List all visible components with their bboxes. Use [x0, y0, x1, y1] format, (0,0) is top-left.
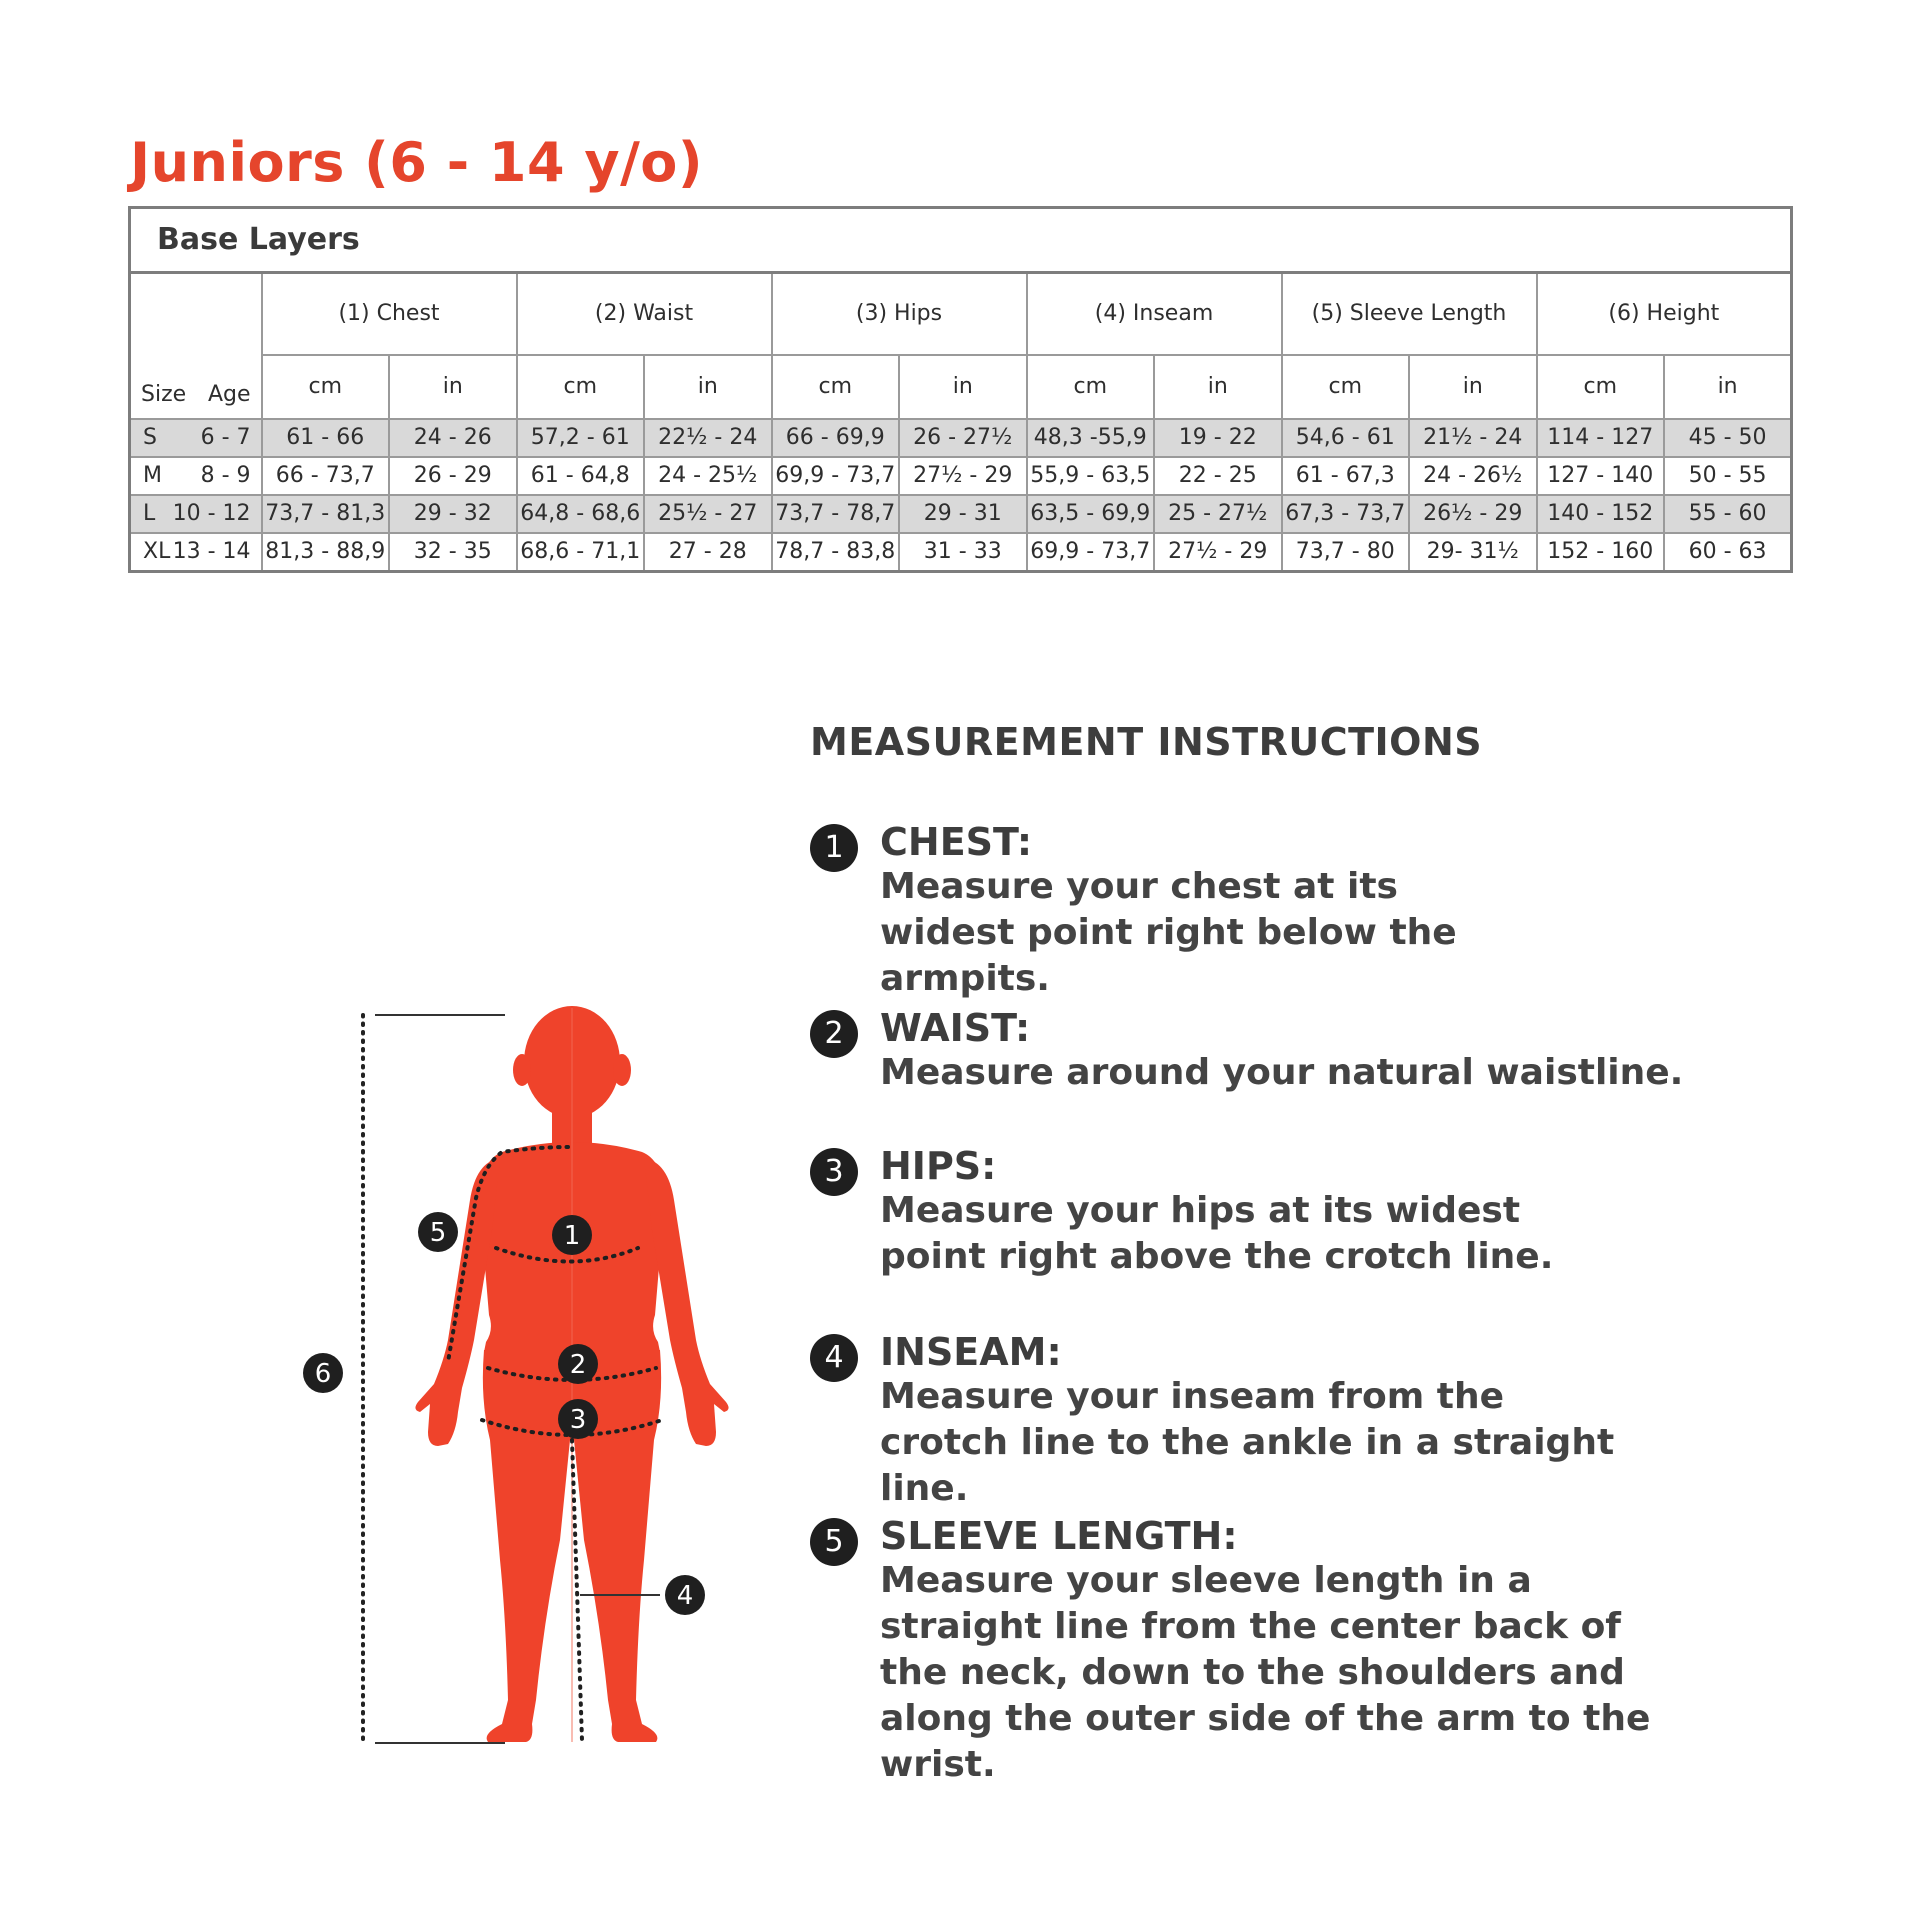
- instruction-text: Measure your chest at its widest point right below the armpits.: [880, 866, 1457, 999]
- table-cell: 69,9 - 73,7: [772, 457, 900, 495]
- table-cell: 73,7 - 81,3: [262, 495, 390, 533]
- instruction-text: Measure your hips at its widest point right above the crotch line.: [880, 1190, 1554, 1277]
- table-cell: 29 - 31: [899, 495, 1027, 533]
- table-cell: 26½ - 29: [1409, 495, 1537, 533]
- unit-header-in: in: [899, 355, 1027, 419]
- unit-header-cm: cm: [1282, 355, 1410, 419]
- table-cell: 55 - 60: [1664, 495, 1792, 533]
- size-age-cell: [130, 457, 262, 495]
- marker-1-label: 1: [563, 1221, 581, 1251]
- instruction-label: INSEAM:: [880, 1330, 1062, 1374]
- table-cell: 64,8 - 68,6: [517, 495, 645, 533]
- table-row: [130, 457, 1792, 495]
- table-cell: 67,3 - 73,7: [1282, 495, 1410, 533]
- marker-waist: [558, 1344, 598, 1384]
- table-cell: 61 - 67,3: [1282, 457, 1410, 495]
- table-cell: 54,6 - 61: [1282, 419, 1410, 457]
- size-table: [128, 206, 1793, 573]
- unit-header-cm: cm: [1537, 355, 1665, 419]
- size-age-cell: [130, 533, 262, 572]
- unit-header-in: in: [644, 355, 772, 419]
- size-age-header: [130, 273, 262, 420]
- unit-header-in: in: [1409, 355, 1537, 419]
- instruction-text: Measure around your natural waistline.: [880, 1052, 1684, 1093]
- table-cell: 60 - 63: [1664, 533, 1792, 572]
- table-caption: Base Layers: [130, 208, 1792, 273]
- number-badge: 2: [810, 1010, 858, 1058]
- hips-header: (3) Hips: [772, 273, 1027, 356]
- instruction-label: WAIST:: [880, 1006, 1031, 1050]
- table-cell: 50 - 55: [1664, 457, 1792, 495]
- size-age-cell: [130, 419, 262, 457]
- table-cell: 63,5 - 69,9: [1027, 495, 1155, 533]
- page-title: Juniors (6 - 14 y/o): [130, 131, 704, 194]
- instruction-label: HIPS:: [880, 1144, 997, 1188]
- marker-2-label: 2: [569, 1350, 587, 1380]
- chest-header: (1) Chest: [262, 273, 517, 356]
- age-column-label: Age: [207, 382, 251, 407]
- size-age-cell: [130, 495, 262, 533]
- table-cell: 27½ - 29: [1154, 533, 1282, 572]
- table-cell: 114 - 127: [1537, 419, 1665, 457]
- age-value: 13 - 14: [172, 539, 251, 564]
- table-cell: 69,9 - 73,7: [1027, 533, 1155, 572]
- table-cell: 26 - 29: [389, 457, 517, 495]
- table-cell: 24 - 26½: [1409, 457, 1537, 495]
- number-badge: 4: [810, 1334, 858, 1382]
- left-ear-shape: [513, 1054, 531, 1086]
- table-cell: 32 - 35: [389, 533, 517, 572]
- table-cell: 73,7 - 80: [1282, 533, 1410, 572]
- height-header: (6) Height: [1537, 273, 1792, 356]
- table-row: [130, 533, 1792, 572]
- instruction-label: SLEEVE LENGTH:: [880, 1514, 1238, 1558]
- table-cell: 27½ - 29: [899, 457, 1027, 495]
- size-column-label: Size: [141, 382, 187, 407]
- table-cell: 22 - 25: [1154, 457, 1282, 495]
- size-value: M: [143, 463, 162, 488]
- table-cell: 24 - 26: [389, 419, 517, 457]
- table-cell: 140 - 152: [1537, 495, 1665, 533]
- unit-header-in: in: [1154, 355, 1282, 419]
- table-cell: 21½ - 24: [1409, 419, 1537, 457]
- sleeve-length-header: (5) Sleeve Length: [1282, 273, 1537, 356]
- marker-height: [303, 1353, 343, 1393]
- table-cell: 26 - 27½: [899, 419, 1027, 457]
- size-value: XL: [143, 539, 171, 564]
- inseam-header: (4) Inseam: [1027, 273, 1282, 356]
- size-value: S: [143, 425, 157, 450]
- age-value: 6 - 7: [200, 425, 251, 450]
- table-cell: 45 - 50: [1664, 419, 1792, 457]
- waist-header: (2) Waist: [517, 273, 772, 356]
- unit-header-cm: cm: [517, 355, 645, 419]
- table-cell: 127 - 140: [1537, 457, 1665, 495]
- unit-header-in: in: [1664, 355, 1792, 419]
- table-cell: 61 - 66: [262, 419, 390, 457]
- marker-6-label: 6: [314, 1359, 332, 1389]
- marker-4-label: 4: [676, 1581, 694, 1611]
- body-figure: [270, 1000, 790, 1760]
- right-ear-shape: [613, 1054, 631, 1086]
- marker-hips: [558, 1399, 598, 1439]
- unit-header-in: in: [389, 355, 517, 419]
- table-row: [130, 419, 1792, 457]
- table-cell: 19 - 22: [1154, 419, 1282, 457]
- table-cell: 25½ - 27: [644, 495, 772, 533]
- table-cell: 22½ - 24: [644, 419, 772, 457]
- table-cell: 27 - 28: [644, 533, 772, 572]
- table-row: [130, 495, 1792, 533]
- marker-chest: [552, 1215, 592, 1255]
- instruction-text: Measure your inseam from the crotch line to the ankle in a straight line.: [880, 1376, 1615, 1509]
- age-value: 10 - 12: [172, 501, 251, 526]
- age-value: 8 - 9: [200, 463, 251, 488]
- marker-sleeve-length: [418, 1212, 458, 1252]
- instruction-label: CHEST:: [880, 820, 1033, 864]
- table-cell: 152 - 160: [1537, 533, 1665, 572]
- number-badge: 1: [810, 824, 858, 872]
- table-cell: 25 - 27½: [1154, 495, 1282, 533]
- size-value: L: [143, 501, 156, 526]
- table-cell: 68,6 - 71,1: [517, 533, 645, 572]
- table-cell: 29 - 32: [389, 495, 517, 533]
- table-cell: 57,2 - 61: [517, 419, 645, 457]
- table-cell: 61 - 64,8: [517, 457, 645, 495]
- table-cell: 48,3 -55,9: [1027, 419, 1155, 457]
- unit-header-cm: cm: [262, 355, 390, 419]
- table-cell: 29- 31½: [1409, 533, 1537, 572]
- marker-inseam: [665, 1575, 705, 1615]
- table-cell: 66 - 73,7: [262, 457, 390, 495]
- instructions-title: MEASUREMENT INSTRUCTIONS: [810, 720, 1483, 764]
- number-badge: 5: [810, 1518, 858, 1566]
- table-cell: 78,7 - 83,8: [772, 533, 900, 572]
- table-cell: 81,3 - 88,9: [262, 533, 390, 572]
- instruction-text: Measure your sleeve length in a straight line from the center back of the neck, down to the shoulders and along the outer side of the arm to the wrist.: [880, 1560, 1651, 1785]
- marker-3-label: 3: [569, 1405, 587, 1435]
- table-cell: 66 - 69,9: [772, 419, 900, 457]
- marker-5-label: 5: [429, 1218, 447, 1248]
- number-badge: 3: [810, 1148, 858, 1196]
- table-cell: 24 - 25½: [644, 457, 772, 495]
- unit-header-cm: cm: [1027, 355, 1155, 419]
- table-cell: 73,7 - 78,7: [772, 495, 900, 533]
- table-cell: 31 - 33: [899, 533, 1027, 572]
- unit-header-cm: cm: [772, 355, 900, 419]
- child-silhouette-illustration: [270, 1000, 790, 1760]
- table-cell: 55,9 - 63,5: [1027, 457, 1155, 495]
